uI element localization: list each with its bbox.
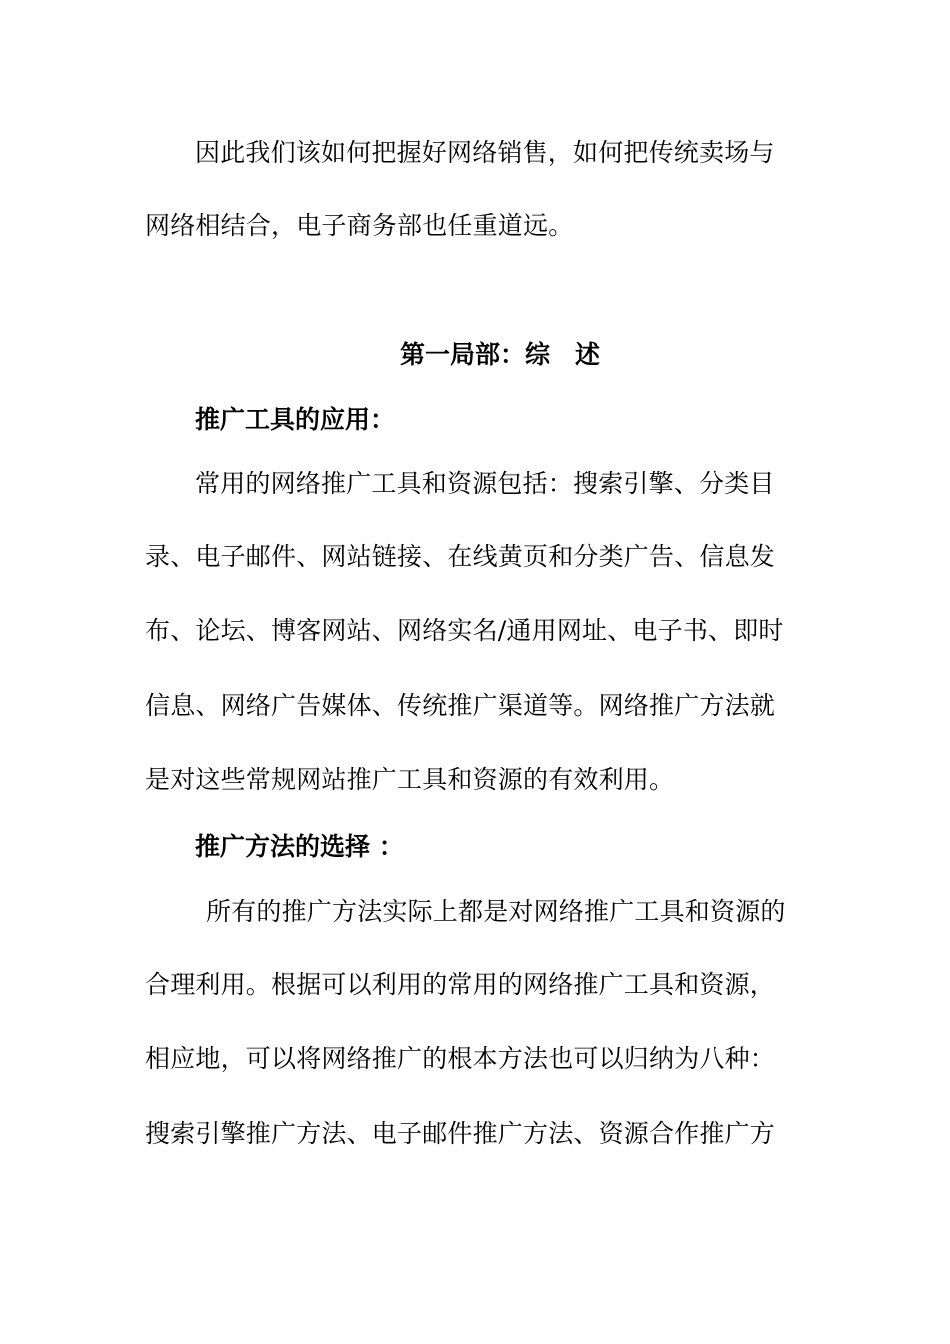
methods-line-4: 搜索引擎推广方法、电子邮件推广方法、资源合作推广方 (145, 1119, 776, 1148)
section-title: 第一局部：综 述 (399, 340, 600, 369)
tools-line-1: 常用的网络推广工具和资源包括：搜索引擎、分类目 (195, 469, 775, 498)
intro-line-1: 因此我们该如何把握好网络销售，如何把传统卖场与 (195, 138, 775, 167)
methods-line-3: 相应地，可以将网络推广的根本方法也可以归纳为八种： (145, 1044, 776, 1073)
tools-heading: 推广工具的应用： (195, 405, 396, 434)
tools-line-5: 是对这些常规网站推广工具和资源的有效利用。 (145, 765, 675, 794)
methods-heading: 推广方法的选择 ： (195, 832, 404, 861)
intro-line-2: 网络相结合，电子商务部也任重道远。 (145, 211, 574, 240)
tools-line-4: 信息、网络广告媒体、传统推广渠道等。网络推广方法就 (145, 691, 776, 720)
methods-line-2: 合理利用。根据可以利用的常用的网络推广工具和资源， (145, 970, 776, 999)
tools-line-2: 录、电子邮件、网站链接、在线黄页和分类广告、信息发 (145, 542, 776, 571)
methods-line-1: 所有的推广方法实际上都是对网络推广工具和资源的 (206, 897, 786, 926)
tools-line-3: 布、论坛、博客网站、网络实名/通用网址、电子书、即时 (145, 616, 784, 645)
